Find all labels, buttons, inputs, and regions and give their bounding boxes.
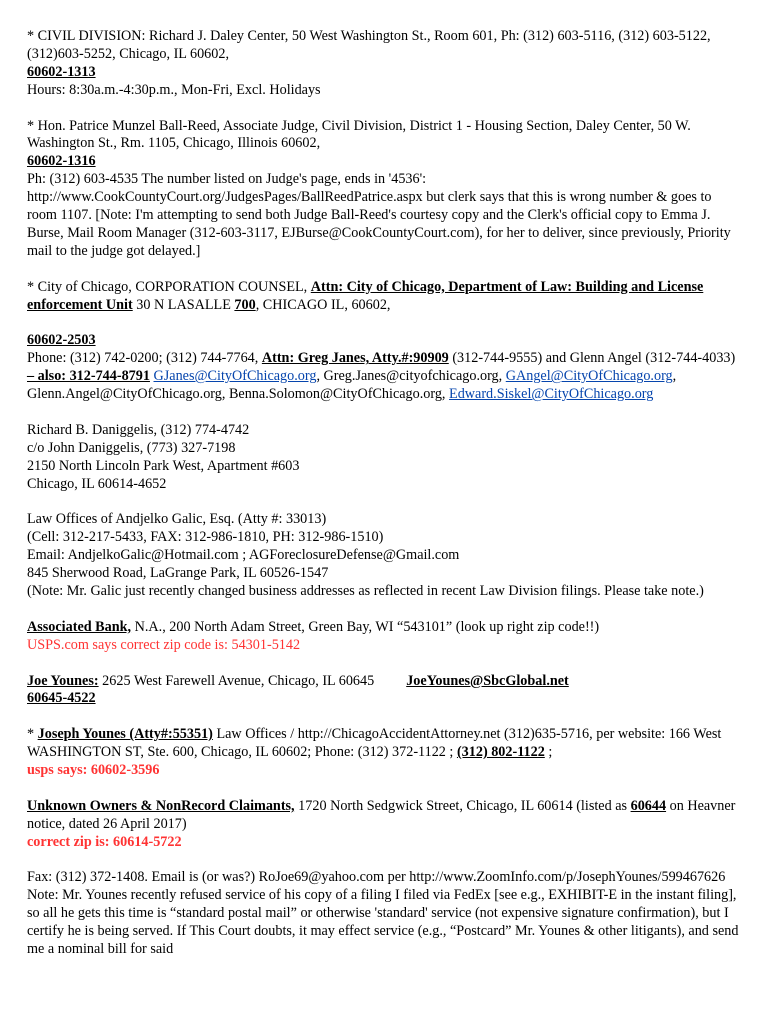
corp-counsel-suite: 700: [234, 296, 256, 313]
joe-younes-address: 2625 West Farewell Avenue, Chicago, IL 60645: [98, 672, 375, 689]
unknown-owners-listed-zip: 60644: [630, 797, 667, 814]
joseph-younes-phone-2: (312) 802-1122: [456, 744, 545, 761]
corp-counsel-attn: Attn: City of Chicago, Department of Law: Building and License enforcement Unit: [27, 278, 704, 313]
fax-note: Fax: (312) 372-1408. Email is (or was?) RoJoe69@yahoo.com per http://www.ZoomInfo.com/p/JosephYounes/599467626 Note: Mr. Younes recently refused service of his copy of a filing I filed via FedEx [see e.g., EXHIBIT-E in the instant filing], so all he gets this time is “standard postal mail” or otherwise 'standard' service (not expensive signature confirmation), but I certify he is being served. If This Court doubts, it may effect service (e.g., “Postcard” Mr. Younes & other litigants), and send me a nominal bill for said: [27, 869, 739, 958]
joe-younes-entry: [27, 673, 744, 709]
associated-bank-address: N.A., 200 North Adam Street, Green Bay, WI “543101” (look up right zip code!!): [131, 618, 600, 635]
civil-division-hours: Hours: 8:30a.m.-4:30p.m., Mon-Fri, Excl. Holidays: [27, 81, 321, 98]
corp-counsel-zip: 60602-2503: [27, 332, 96, 349]
unknown-owners-correct-zip: correct zip is: 60614-5722: [27, 833, 182, 850]
joe-younes-email: JoeYounes@SbcGlobal.net: [406, 672, 569, 689]
associated-bank-name: Associated Bank,: [27, 618, 132, 635]
joe-younes-name: Joe Younes:: [27, 672, 99, 689]
civil-division-entry: [27, 28, 744, 100]
galic-entry: [27, 511, 744, 601]
corp-counsel-phone: Phone: (312) 742-0200; (312) 744-7764,: [27, 350, 262, 367]
corp-counsel-phone-2: (312-744-9555) and Glenn Angel (312-744-4033): [448, 350, 736, 367]
corp-counsel-city: , CHICAGO IL, 60602,: [255, 296, 391, 313]
daniggelis-care-of: c/o John Daniggelis, (773) 327-7198: [27, 439, 236, 456]
joseph-younes-end: ;: [544, 744, 553, 761]
daniggelis-name: Richard B. Daniggelis, (312) 774-4742: [27, 421, 250, 438]
email-link-gjanes[interactable]: GJanes@CityOfChicago.org: [153, 368, 317, 385]
judge-entry: [27, 118, 744, 261]
civil-division-address: * CIVIL DIVISION: Richard J. Daley Center, 50 West Washington St., Room 601, Ph: (312) 603-5116, (312) 603-5122, (312)603-5252, Chicago, IL 60602,: [27, 28, 711, 62]
galic-note: (Note: Mr. Galic just recently changed business addresses as reflected in recent Law Division filings. Please take note.): [27, 583, 704, 600]
unknown-owners-entry: [27, 798, 744, 852]
daniggelis-entry: [27, 422, 744, 494]
email-link-gangel[interactable]: GAngel@CityOfChicago.org: [505, 368, 673, 385]
corp-counsel-prefix: * City of Chicago, CORPORATION COUNSEL,: [27, 278, 311, 295]
email-link-siskel[interactable]: Edward.Siskel@CityOfChicago.org: [449, 386, 654, 403]
joe-younes-zip: 60645-4522: [27, 690, 96, 707]
unknown-owners-name: Unknown Owners & NonRecord Claimants,: [27, 797, 295, 814]
associated-bank-usps-note: USPS.com says correct zip code is: 54301-5142: [27, 636, 301, 653]
judge-zip: 60602-1316: [27, 153, 96, 170]
joseph-younes-usps-note: usps says: 60602-3596: [27, 762, 160, 779]
joseph-younes-name: Joseph Younes (Atty#:55351): [37, 726, 213, 743]
daniggelis-city: Chicago, IL 60614-4652: [27, 475, 167, 492]
corp-counsel-contact: [27, 332, 744, 404]
galic-name: Law Offices of Andjelko Galic, Esq. (Atty #: 33013): [27, 511, 327, 528]
judge-note: Ph: (312) 603-4535 The number listed on Judge's page, ends in '4536': http://www.CookCountyCourt.org/JudgesPages/BallReedPatrice.aspx but clerk says that this is wrong number & goes to room 1107. [Note: I'm attempting to send both Judge Ball-Reed's courtesy copy and the Clerk's official copy to Emma J. Burse, Mail Room Manager (312-603-3117, EJBurse@CookCountyCourt.com), for her to deliver, since previously, Priority mail to the judge got delayed.]: [27, 171, 731, 259]
galic-email: Email: AndjelkoGalic@Hotmail.com ; AGForeclosureDefense@Gmail.com: [27, 547, 460, 564]
joseph-younes-address: Law Offices / http://ChicagoAccidentAttorney.net (312)635-5716, per website: 166 West WASHINGTON ST, Ste. 600, Chicago, IL 60602; Phone: (312) 372-1122 ;: [27, 726, 722, 761]
corp-counsel-address: 30 N LASALLE: [132, 296, 235, 313]
unknown-owners-address: 1720 North Sedgwick Street, Chicago, IL 60614 (listed as: [294, 797, 631, 814]
also-phone: – also: 312-744-8791: [27, 368, 150, 385]
email-text: , Greg.Janes@cityofchicago.org,: [316, 368, 506, 385]
daniggelis-street: 2150 North Lincoln Park West, Apartment #603: [27, 457, 300, 474]
civil-division-zip: 60602-1313: [27, 63, 96, 80]
joseph-younes-entry: [27, 726, 744, 780]
joseph-younes-star: *: [27, 726, 38, 743]
attn-greg-janes: Attn: Greg Janes, Atty.#:90909: [261, 350, 449, 367]
galic-address: 845 Sherwood Road, LaGrange Park, IL 60526-1547: [27, 565, 329, 582]
unknown-owners-notice: on Heavner notice, dated 26 April 2017): [27, 797, 736, 832]
corp-counsel-entry: [27, 279, 744, 315]
associated-bank-entry: [27, 619, 744, 655]
galic-phones: (Cell: 312-217-5433, FAX: 312-986-1810, PH: 312-986-1510): [27, 529, 384, 546]
judge-address: * Hon. Patrice Munzel Ball-Reed, Associate Judge, Civil Division, District 1 - Housing Section, Daley Center, 50 W. Washington St., Rm. 1105, Chicago, Illinois 60602,: [27, 117, 691, 152]
email-text-2: , Glenn.Angel@CityOfChicago.org, Benna.Solomon@CityOfChicago.org,: [27, 368, 677, 403]
